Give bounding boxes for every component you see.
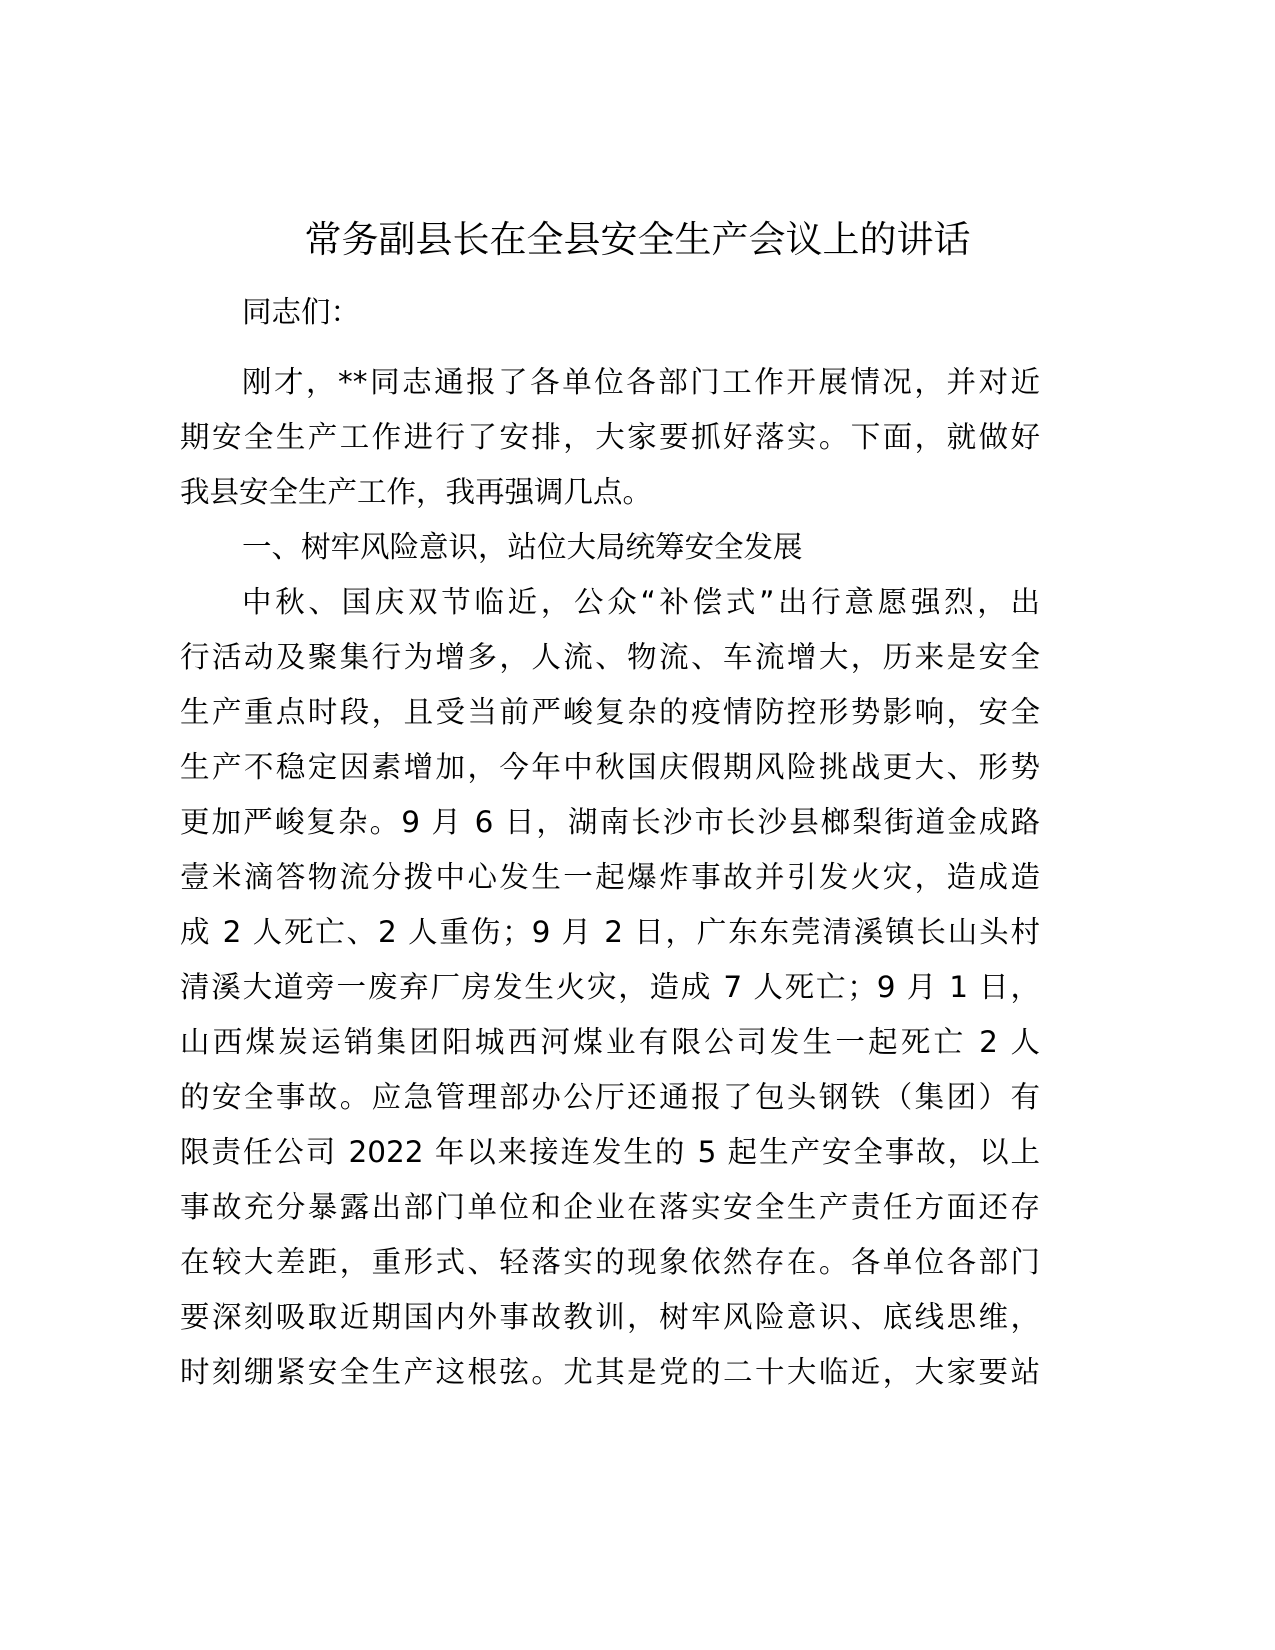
greeting: 同志们： — [242, 295, 361, 329]
text-line: 生产不稳定因素增加，今年中秋国庆假期风险挑战更大、形势 — [180, 750, 1040, 784]
text-line: 的安全事故。应急管理部办公厅还通报了包头钢铁（集团）有 — [180, 1080, 1040, 1114]
text-line: 期安全生产工作进行了安排，大家要抓好落实。下面，就做好 — [180, 420, 1040, 454]
text-line: 成 2 人死亡、2 人重伤；9 月 2 日，广东东莞清溪镇长山头村 — [180, 915, 1040, 949]
text-line: 一、树牢风险意识，站位大局统筹安全发展 — [242, 530, 803, 564]
text-line: 更加严峻复杂。9 月 6 日，湖南长沙市长沙县榔梨街道金成路 — [180, 805, 1040, 839]
document-body — [180, 287, 1040, 1400]
text-line: 生产重点时段，且受当前严峻复杂的疫情防控形势影响，安全 — [180, 695, 1040, 729]
text-line: 山西煤炭运销集团阳城西河煤业有限公司发生一起死亡 2 人 — [180, 1025, 1040, 1059]
text-line: 在较大差距，重形式、轻落实的现象依然存在。各单位各部门 — [180, 1245, 1040, 1279]
text-line: 清溪大道旁一废弃厂房发生火灾，造成 7 人死亡；9 月 1 日， — [180, 970, 1040, 1004]
text-line: 时刻绷紧安全生产这根弦。尤其是党的二十大临近，大家要站 — [180, 1355, 1040, 1389]
text-line: 中秋、国庆双节临近，公众“补偿式”出行意愿强烈，出 — [242, 585, 1040, 619]
text-line: 事故充分暴露出部门单位和企业在落实安全生产责任方面还存 — [180, 1190, 1040, 1224]
text-line: 行活动及聚集行为增多，人流、物流、车流增大，历来是安全 — [180, 640, 1040, 674]
text-line: 壹米滴答物流分拨中心发生一起爆炸事故并引发火灾，造成造 — [180, 860, 1040, 894]
text-line: 限责任公司 2022 年以来接连发生的 5 起生产安全事故，以上 — [180, 1135, 1040, 1169]
document-title: 常务副县长在全县安全生产会议上的讲话 — [304, 218, 971, 261]
text-line: 要深刻吸取近期国内外事故教训，树牢风险意识、底线思维， — [180, 1300, 1040, 1334]
paragraph-lines — [180, 355, 1040, 1400]
text-line: 刚才，**同志通报了各单位各部门工作开展情况，并对近 — [242, 365, 1040, 399]
text-line: 我县安全生产工作，我再强调几点。 — [180, 475, 653, 509]
